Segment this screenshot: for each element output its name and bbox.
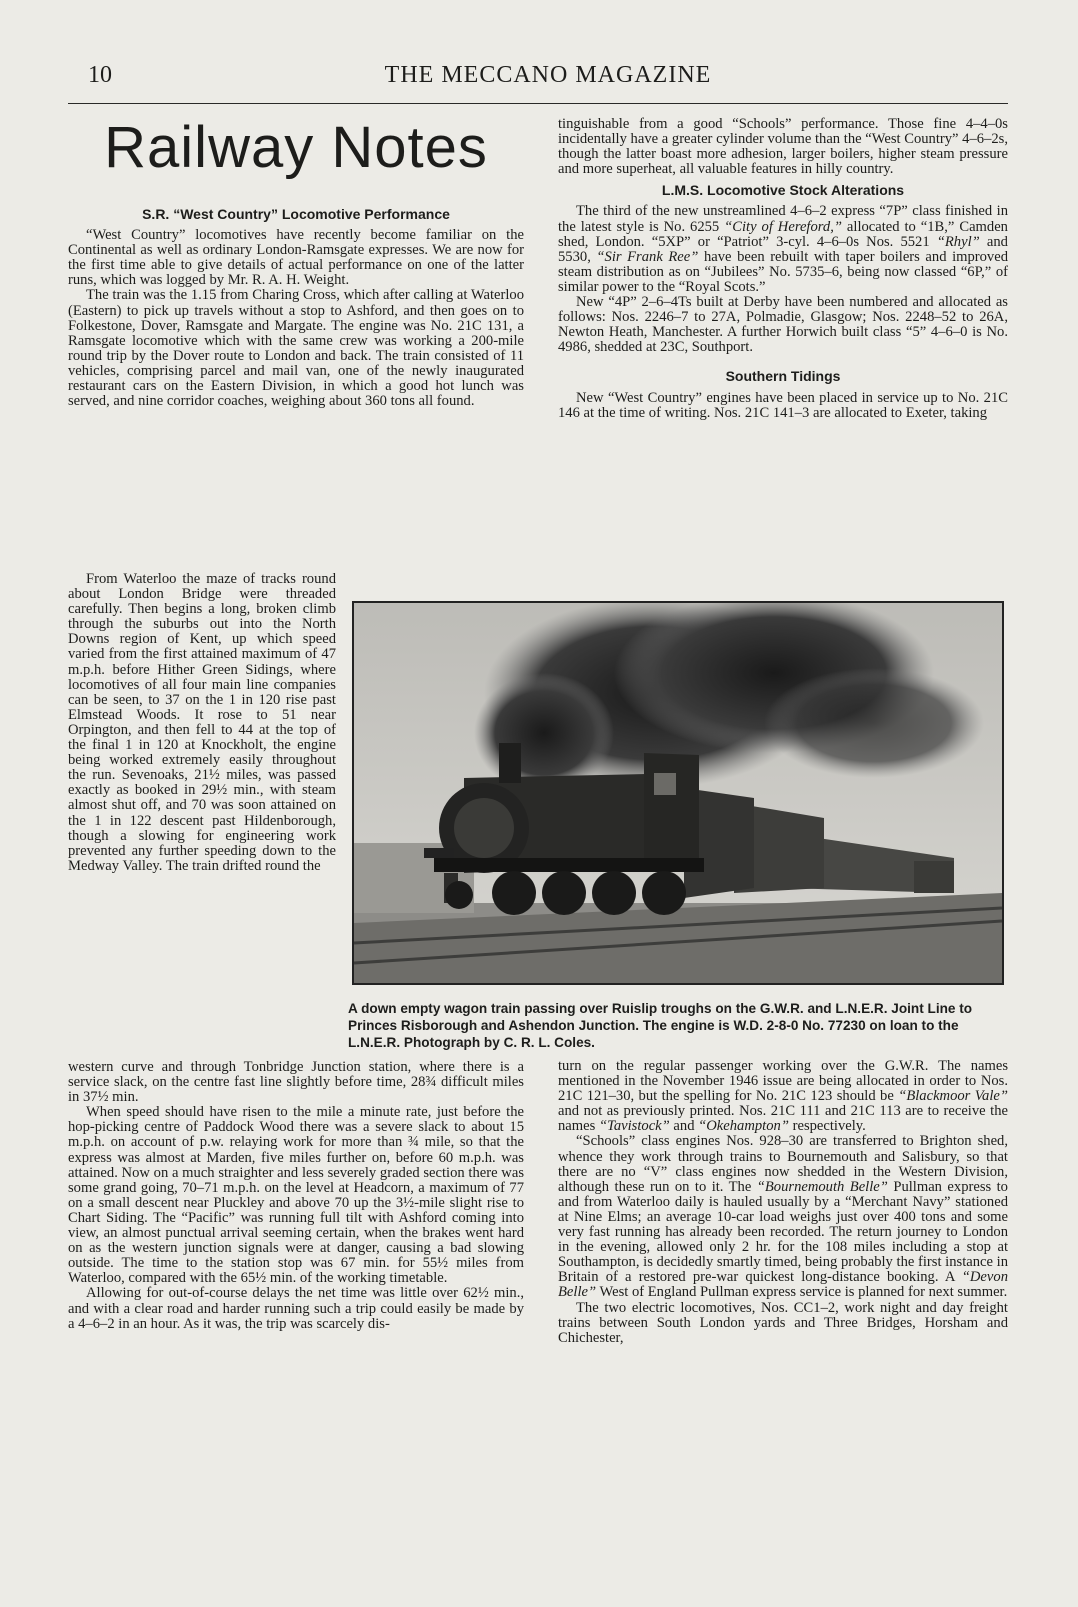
paragraph: From Waterloo the maze of tracks round about London Bridge were threaded carefully. Then begins a long, broken climb through the suburbs out into the North Downs region of Kent, up which speed varied from the first attained maximum of 47 m.p.h. before Hither Green Sidings, where locomotives of all four main line companies can be seen, to 37 on the 1 in 120 rise past Elmstead Woods. It rose to 51 near Orpington, and then fell to 44 at the top of the final 1 in 120 at Knockholt, the engine being worked extremely easily throughout the run. Sevenoaks, 21½ miles, was passed exactly as booked in 29½ min., with steam almost shut off, and 70 was soon attained on the 1 in 122 descent past Hildenborough, though a slowing for engineering work prevented any further speeding down to the Medway Valley. The train drifted round the [68, 571, 336, 874]
locomotive-photo [352, 601, 1004, 985]
paragraph: New “4P” 2–6–4Ts built at Derby have been numbered and allocated as follows: Nos. 2246–7 to 27A, Polmadie, Glasgow; Nos. 2248–52 to 26A, Newton Heath, Manchester. A further Horwich built class “5” 4–6–0 is No. 4986, shedded at 23C, Southport. [558, 294, 1008, 356]
paragraph: turn on the regular passenger working over the G.W.R. The names mentioned in the November 1946 issue are being allocated in order to Nos. 21C 121–30, but the spelling for No. 21C 123 should be “Blackmoor Vale” and not as previously printed. Nos. 21C 111 and 21C 113 are to receive the names “Tavistock” and “Okehampton” respectively. [558, 1058, 1008, 1135]
paragraph: When speed should have risen to the mile a minute rate, just before the hop-picking centre of Paddock Wood there was a severe slack to about 15 m.p.h. on account of p.w. relaying work for more than ¾ mile, so that the express was almost at Marden, five miles further on, before 60 m.p.h. was attained. Now on a much straighter and less severely graded section there was some grand going, 70–71 m.p.h. on the level at Headcorn, a maximum of 77 on a small descent near Pluckley and above 70 up the 3½-mile slight rise to Chart Siding. The “Pacific” was running full tilt with Ashford coming into view, an almost punctual arrival seeming certain, when the brakes went hard on as the western junction signals were at danger, causing a bad slowing outside. The time to the station stop was 67 min. for 55½ miles from Waterloo, compared with the 65½ min. of the working timetable. [68, 1104, 524, 1287]
locomotive-photo-illustration [354, 603, 1002, 983]
section-heading-west-country: S.R. “West Country” Locomotive Performance [142, 206, 450, 222]
paragraph: Allowing for out-of-course delays the net time was little over 62½ min., and with a clear road and harder running such a trip could easily be made by a 4–6–2 in an hour. As it was, the trip was scarcely dis- [68, 1285, 524, 1332]
photo-caption: A down empty wagon train passing over Ruislip troughs on the G.W.R. and L.N.E.R. Joint Line to Princes Risborough and Ashendon Junction. The engine is W.D. 2-8-0 No. 77230 on loan to the L.N.E.R. Photograph by C. R. L. Coles. [348, 1001, 973, 1050]
right-column-top [558, 117, 1008, 421]
paragraph: tinguishable from a good “Schools” performance. Those fine 4–4–0s incidentally have a greater cylinder volume than the “West Country” 4–6–2s, though the latter boast more adhesion, larger boilers, higher steam pressure and more superheat, all valuable features in hilly country. [558, 116, 1008, 178]
paragraph: The two electric locomotives, Nos. CC1–2, work night and day freight trains between South London yards and Three Bridges, Horsham and Chichester, [558, 1299, 1008, 1346]
paragraph: New “West Country” engines have been placed in service up to No. 21C 146 at the time of writing. Nos. 21C 141–3 are allocated to Exeter, taking [558, 389, 1008, 421]
header-rule [68, 103, 1008, 104]
left-column-narrow [68, 572, 336, 874]
section-heading-lms: L.M.S. Locomotive Stock Alterations [661, 182, 905, 199]
right-column-bottom [558, 1059, 1008, 1346]
left-column-bottom [68, 1060, 524, 1332]
magazine-title: THE MECCANO MAGAZINE [384, 62, 712, 88]
left-column-top [68, 117, 524, 409]
paragraph: “West Country” locomotives have recently become familiar on the Continental as well as ordinary London-Ramsgate expresses. We are now for the first time able to give details of actual performance on one of the latter runs, which was logged by Mr. R. A. H. Weight. [68, 227, 524, 289]
paragraph: “Schools” class engines Nos. 928–30 are transferred to Brighton shed, whence they work through trains to Bournemouth and Salisbury, so that there are no “V” class engines now shedded in the Western Division, although these run on to it. The “Bournemouth Belle” Pullman express to and from Waterloo daily is hauled usually by a “Merchant Navy” stationed at Nine Elms; an average 10-car load weighs just over 400 tons and some very fast running has already been recorded. The return journey to London in the evening, allowed only 2 hr. for the 108 miles including a stop at Southampton, is decidedly smartly timed, being probably the first instance in Britain of a restored pre-war quickest long-distance booking. A “Devon Belle” West of England Pullman express service is planned for next summer. [558, 1133, 1008, 1301]
paragraph: western curve and through Tonbridge Junction station, where there is a service slack, on the centre fast line slightly before time, 28¾ difficult miles in 37½ min. [68, 1059, 524, 1106]
page-number: 10 [88, 62, 112, 88]
paragraph: The third of the new unstreamlined 4–6–2 express “7P” class finished in the latest style is No. 6255 “City of Hereford,” allocated to “1B,” Camden shed, London. “5XP” or “Patriot” 3-cyl. 4–6–0s Nos. 5521 “Rhyl” and 5530, “Sir Frank Ree” have been rebuilt with taper boilers and improved steam distribution as on “Jubilees” No. 5735–6, being now classed “6P,” of similar power to the “Royal Scots.” [558, 203, 1008, 295]
section-heading-southern: Southern Tidings [725, 368, 841, 385]
article-title: Railway Notes [104, 115, 488, 180]
paragraph: The train was the 1.15 from Charing Cross, which after calling at Waterloo (Eastern) to pick up travels without a stop to Ashford, and then goes on to Folkestone, Dover, Ramsgate and Margate. The engine was No. 21C 131, a Ramsgate locomotive which with the same crew was working a 200-mile round trip by the Dover route to London and back. The train consisted of 11 vehicles, comprising parcel and mail van, one of the newly inaugurated restaurant cars on the Eastern Division, in which a good hot lunch was served, and nine corridor coaches, weighing about 360 tons all found. [68, 287, 524, 410]
page-header [88, 62, 1008, 102]
